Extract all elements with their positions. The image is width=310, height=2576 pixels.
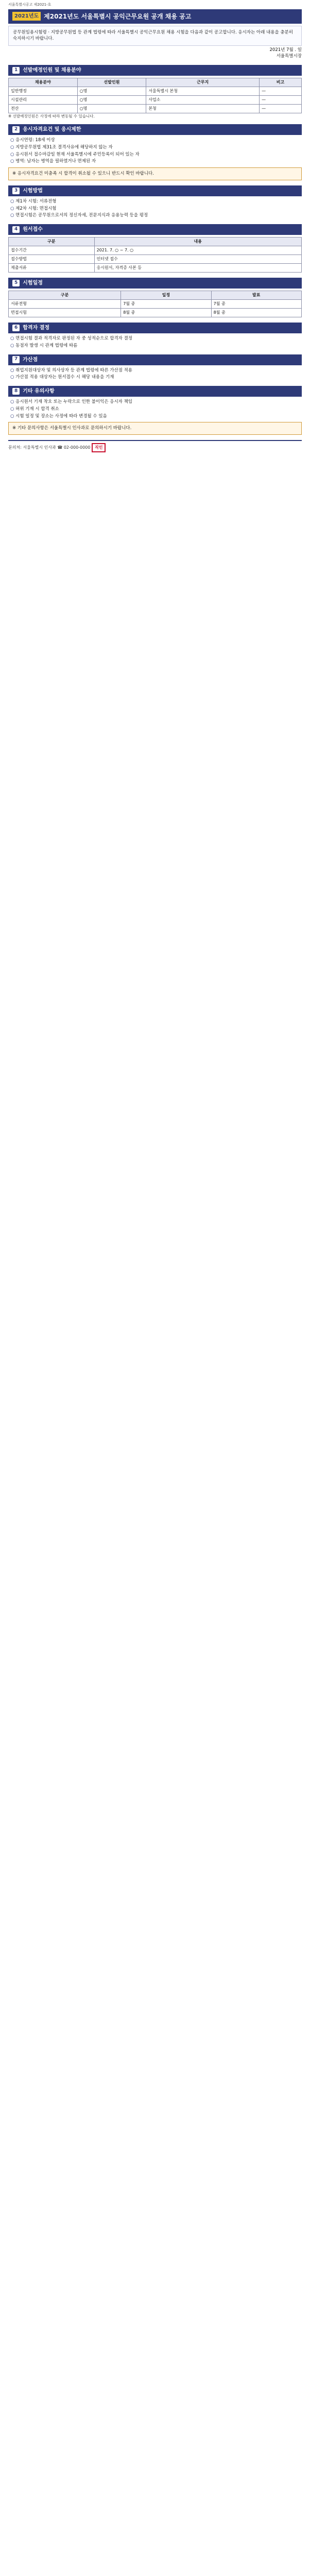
exam-method-list [8,198,302,219]
col-header: 구분 [9,291,121,300]
year-badge: 2021년도 [12,12,41,21]
bonus-list [8,367,302,381]
cell: 7월 중 [211,300,301,309]
table-row [9,95,302,104]
qualification-notice: ※ 응시자격요건 미충족 시 합격이 취소될 수 있으니 반드시 확인 바랍니다. [8,167,302,180]
section-6-title: 합격자 결정 [23,325,50,331]
caution-list [8,399,302,419]
list-item: ○ 제1차 시험: 서류전형 [10,198,302,205]
cell: ○명 [77,95,146,104]
cell: — [260,95,302,104]
cell: 7월 중 [121,300,211,309]
list-item: ○ 허위 기재 시 합격 취소 [10,406,302,413]
page-title-text: 제2021년도 서울특별시 공익근무요원 공개 채용 공고 [44,12,192,20]
intro-text: 공무원임용시험령 · 지방공무원법 등 관계 법령에 따라 서울특별시 공익근무요원 채용 시험을 다음과 같이 공고합니다. 응시자는 아래 내용을 충분히 숙지하시기 바랍니다. [8,26,302,46]
list-item: ○ 동점자 발생 시 관계 법령에 따름 [10,343,302,349]
section-3-title: 시험방법 [23,188,43,194]
contact-info: 문의처: 서울특별시 인사과 ☎ 02-000-0000 [8,445,91,450]
table-row [9,264,302,273]
section-5-num: 5 [12,280,20,287]
list-item: ○ 취업지원대상자 및 의사상자 등 관계 법령에 따른 가산점 적용 [10,367,302,374]
list-item: ○ 면접시험 결과 적격자로 판정된 자 중 성적순으로 합격자 결정 [10,335,302,342]
section-1-num: 1 [12,67,20,74]
section-3-head [8,185,302,196]
col-header: 일정 [121,291,211,300]
table-row [9,87,302,95]
col-header: 구분 [9,238,95,246]
section-4-title: 원서접수 [23,227,43,233]
cell: 전산 [9,104,78,113]
list-item: ○ 응시연령: 18세 이상 [10,137,302,144]
section-4-num: 4 [12,226,20,233]
section-7-head [8,354,302,365]
list-item: ○ 시험 일정 및 장소는 사정에 따라 변경될 수 있음 [10,413,302,420]
cell: 제출서류 [9,264,95,273]
caution-notice: ※ 기타 문의사항은 서울특별시 인사과로 문의하시기 바랍니다. [8,422,302,435]
notice-page [0,0,310,452]
list-item: ○ 병역: 남자는 병역을 필하였거나 면제된 자 [10,158,302,165]
section-1-title: 선발예정인원 및 채용분야 [23,67,81,73]
section-5-head [8,278,302,289]
section-8-num: 8 [12,388,20,395]
cell: 시설관리 [9,95,78,104]
application-table [8,237,302,273]
recruit-table [8,78,302,113]
cell: 접수기간 [9,246,95,255]
list-item: ○ 면접시험은 공무원으로서의 정신자세, 전문지식과 응용능력 등을 평정 [10,212,302,219]
list-item: ○ 응시원서 접수마감일 현재 서울특별시에 주민등록이 되어 있는 자 [10,151,302,158]
col-header: 내용 [94,238,301,246]
cell: ○명 [77,87,146,95]
top-label: 서울특별시공고 제2021-호 [8,3,51,7]
cell: 접수방법 [9,255,95,264]
section-2-head [8,124,302,135]
cell: ○명 [77,104,146,113]
list-item: ○ 제2차 시험: 면접시험 [10,206,302,212]
section-3-num: 3 [12,188,20,195]
table-row [9,300,302,309]
cell: 일반행정 [9,87,78,95]
cell: 인터넷 접수 [94,255,301,264]
section-4-head [8,224,302,235]
issuer: 서울특별시장 [276,53,302,59]
cell: 서류전형 [9,300,121,309]
col-header: 근무지 [146,78,260,87]
section-6-num: 6 [12,325,20,332]
list-item: ○ 가산점 적용 대상자는 원서접수 시 해당 내용을 기재 [10,374,302,381]
cell: 8월 중 [121,309,211,317]
list-item: ○ 지방공무원법 제31조 결격사유에 해당하지 않는 자 [10,144,302,151]
section-7-num: 7 [12,356,20,363]
cell: 면접시험 [9,309,121,317]
cell: 사업소 [146,95,260,104]
section-8-head [8,386,302,397]
issue-sign [8,47,302,60]
schedule-table [8,291,302,317]
cell: 응시원서, 자격증 사본 등 [94,264,301,273]
section-6-head [8,323,302,333]
section-1-note: ※ 선발예정인원은 사정에 따라 변동될 수 있습니다. [8,113,95,118]
table-row [9,309,302,317]
section-7-title: 가산점 [23,357,38,363]
table-row [9,246,302,255]
cell: — [260,104,302,113]
official-stamp: 직인 [92,443,106,452]
pass-decision-list [8,335,302,349]
section-5-title: 시험일정 [23,280,43,286]
section-1-head [8,65,302,76]
section-2-num: 2 [12,126,20,133]
page-title [8,9,302,24]
section-8-title: 기타 유의사항 [23,388,55,395]
col-header: 비고 [260,78,302,87]
cell: 본청 [146,104,260,113]
col-header: 발표 [211,291,301,300]
cell: 8월 중 [211,309,301,317]
cell: 2021. 7. ○ ~ 7. ○ [94,246,301,255]
cell: 서울특별시 본청 [146,87,260,95]
table-row [9,255,302,264]
footer [8,440,302,452]
table-row [9,104,302,113]
issue-date: 2021년 7월 . 일 [269,47,302,53]
list-item: ○ 응시원서 기재 착오 또는 누락으로 인한 불이익은 응시자 책임 [10,399,302,405]
qualification-list [8,137,302,165]
section-2-title: 응시자격요건 및 응시제한 [23,127,81,133]
col-header: 선발인원 [77,78,146,87]
col-header: 채용분야 [9,78,78,87]
cell: — [260,87,302,95]
